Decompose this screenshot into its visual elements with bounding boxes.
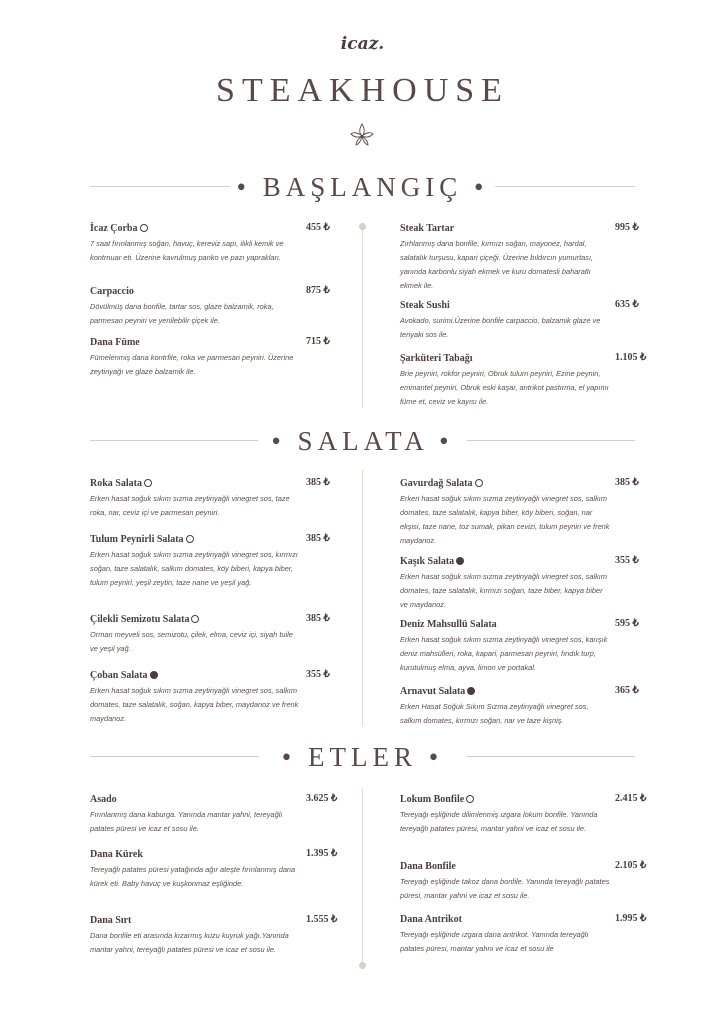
divider-dot [359, 962, 366, 969]
menu-item-name: Arnavut Salata [400, 686, 466, 697]
section-header-baslangic [90, 172, 635, 202]
menu-item-description: Avokado, surimi.Üzerine bonfile carpaccio, balzamik glaze ve teriyaki sos ile. [400, 316, 601, 339]
menu-item-price: 1.555 ₺ [306, 914, 338, 925]
menu-item-price: 385 ₺ [306, 477, 330, 488]
leaf-icon [150, 671, 158, 679]
menu-item-price: 875 ₺ [306, 285, 330, 296]
menu-item-name: Roka Salata [90, 478, 142, 489]
brand-logo: icaz. [340, 34, 385, 54]
menu-item-description: Tereyağı eşliğinde takoz dana bonfile. Yanında tereyağlı patates püresi, mantar yahni ve icaz et sosu ile. [400, 877, 610, 900]
menu-item-name: Çilekli Semizotu Salata [90, 614, 190, 625]
menu-item [400, 555, 610, 612]
menu-item-description: Erken hasat soğuk sıkım sızma zeytinyağlı vinegret sos, salkım domates, taze salatalık, soğan, kapya biber, maydanoz ve frenk maydanoz. [90, 686, 299, 723]
menu-item [400, 299, 610, 342]
menu-item-price: 1.105 ₺ [615, 352, 647, 363]
menu-item-description: Fırınlanmış dana kaburga. Yanında mantar yahni, tereyağlı patates püresi ve icaz et sosu ile. [90, 810, 283, 833]
menu-item-description: Zırhlanmış dana bonfile, kırmızı soğan, mayonez, hardal, salatalık turşusu, kapari çiçeği. Üzerine bıldırcın yumurtası, yanında karbonlu siyah ekmek ve kuru domatesli baharatlı ekmek ile. [400, 239, 594, 290]
menu-item-name: Dana Füme [90, 337, 140, 348]
menu-item-price: 635 ₺ [615, 299, 639, 310]
menu-item-name: İcaz Çorba [90, 223, 138, 234]
leaf-icon [191, 615, 199, 623]
menu-item [90, 793, 300, 836]
page-title: STEAKHOUSE [216, 72, 509, 109]
menu-item-name: Dana Antrikot [400, 914, 462, 925]
menu-item-name: Gavurdağ Salata [400, 478, 473, 489]
menu-item-name: Tulum Peynirli Salata [90, 534, 184, 545]
column-divider [362, 788, 363, 963]
section-header-etler [90, 742, 635, 772]
menu-item-description: Brie peyniri, rokfor peyniri, Obruk tulum peyniri, Ezine peyniri, emmantel peyniri, Obruk eski kaşar, antrikot pastırma, el yapımı füme et, ceviz ve kayısı ile. [400, 369, 609, 406]
menu-item [400, 860, 610, 903]
menu-item [90, 477, 300, 520]
menu-item-price: 1.395 ₺ [306, 848, 338, 859]
menu-item-name: Dana Bonfile [400, 861, 456, 872]
menu-item [400, 222, 610, 293]
leaf-icon [467, 687, 475, 695]
menu-item-price: 1.995 ₺ [615, 913, 647, 924]
menu-item [90, 669, 300, 726]
section-header-salata [90, 426, 635, 456]
menu-item-price: 385 ₺ [615, 477, 639, 488]
menu-item-description: Erken hasat soğuk sıkım sızma zeytinyağlı vinegret sos, karışık deniz mahsülleri, roka, kapari, parmesan peyniri, fındık turp, kurutulmuş elma, ayva, limon ve portakal. [400, 635, 608, 672]
chef-icon [466, 795, 474, 803]
flower-icon [347, 120, 377, 150]
menu-item [90, 533, 300, 590]
section-title: • ETLER • [281, 742, 444, 772]
menu-item [90, 285, 300, 328]
menu-item-price: 355 ₺ [306, 669, 330, 680]
menu-item-price: 595 ₺ [615, 618, 639, 629]
menu-item [400, 477, 610, 548]
menu-item-price: 715 ₺ [306, 336, 330, 347]
menu-item-description: Erken hasat soğuk sıkım sızma zeytinyağlı vinegret sos, taze roka, nar, ceviz içi ve parmesan peyniri. [90, 494, 290, 517]
menu-item-price: 385 ₺ [306, 613, 330, 624]
menu-item-description: Tereyağlı patates püresi yatağında ağır ateşte fırınlanmış dana kürek eti. Baby havuç ve kuşkonmaz eşliğinde. [90, 865, 296, 888]
menu-item-price: 355 ₺ [615, 555, 639, 566]
menu-item-description: Orman meyveli sos, semizotu, çilek, elma, ceviz içi, siyah tuile ve yeşil yağ. [90, 630, 293, 653]
menu-item-price: 3.625 ₺ [306, 793, 338, 804]
menu-item-price: 455 ₺ [306, 222, 330, 233]
menu-item-name: Dana Sırt [90, 915, 132, 926]
divider-dot [359, 223, 366, 230]
column-divider [362, 230, 363, 408]
menu-item-price: 365 ₺ [615, 685, 639, 696]
menu-item-name: Carpaccio [90, 286, 134, 297]
menu-item [400, 352, 610, 409]
menu-item-name: Asado [90, 794, 117, 805]
leaf-icon [475, 479, 483, 487]
menu-item [90, 613, 300, 656]
menu-item-price: 2.415 ₺ [615, 793, 647, 804]
column-divider [362, 470, 363, 726]
menu-item-name: Lokum Bonfile [400, 794, 465, 805]
menu-item-description: Erken hasat soğuk sıkım sızma zeytinyağlı vinegret sos, salkım domates, taze salatalık, kırmızı soğan, taze biber, kapya biber ve maydanoz. [400, 572, 608, 609]
menu-item-description: 7 saat fırınlanmış soğan, havuç, kereviz sapı, ilikli kemik ve kontrnuar eti. Üzerine kavrulmuş panko ve pazı yaprakları. [90, 239, 284, 262]
menu-item [90, 222, 300, 265]
menu-item-description: Tereyağı eşliğinde ızgara dana antrikot. Yanında tereyağlı patates püresi, mantar yahni ve icaz et sosu ile [400, 930, 589, 953]
section-title: • BAŞLANGIÇ • [236, 172, 489, 202]
menu-item-description: Tereyağı eşliğinde dilimlenmiş ızgara lokum bonfile. Yanında tereyağlı patates püresi, mantar yahni ve icaz et sosu ile. [400, 810, 598, 833]
menu-item-name: Çoban Salata [90, 670, 148, 681]
menu-item [90, 914, 300, 957]
menu-item-description: Dana bonfile eti arasında kızarmış kuzu kuyruk yağı.Yanında mantar yahni, tereyağlı patates püresi ve icaz et sosu ile. [90, 931, 289, 954]
menu-item-name: Kaşık Salata [400, 556, 455, 567]
menu-item [400, 793, 610, 836]
leaf-icon [144, 479, 152, 487]
menu-item-name: Steak Sushi [400, 300, 450, 311]
menu-item-name: Steak Tartar [400, 223, 455, 234]
bowl-icon [140, 224, 148, 232]
leaf-icon [186, 535, 194, 543]
menu-item-name: Şarküteri Tabağı [400, 353, 473, 364]
menu-item [400, 618, 610, 675]
menu-item-description: Erken Hasat Soğuk Sıkım Sızma zeytinyağlı vinegret sos, salkım domates, kırmızı soğan, nar ve taze kişniş. [400, 702, 589, 725]
menu-item-description: Dövülmüş dana bonfile, tartar sos, glaze balzamik, roka, parmesan peyniri ve yenilebilir çiçek ile. [90, 302, 274, 325]
menu-item-name: Dana Kürek [90, 849, 143, 860]
menu-item-description: Fümelenmiş dana kontrfile, roka ve parmesan peyniri. Üzerine zeytinyağı ve glaze balzamik ile. [90, 353, 294, 376]
menu-item-price: 995 ₺ [615, 222, 639, 233]
menu-item [400, 913, 610, 956]
menu-item [90, 336, 300, 379]
menu-item-description: Erken hasat soğuk sıkım sızma zeytinyağlı vinegret sos, salkım domates, taze salatalık, kapya biber, köy biberi, soğan, nar ekşisi, taze nane, toz sumak, pikan cevizi, tulum peyniri ve frenk maydanoz. [400, 494, 610, 545]
menu-item [90, 848, 300, 891]
menu-item-description: Erken hasat soğuk sıkım sızma zeytinyağlı vinegret sos, kırmızı soğan, taze salatalık, salkım domates, köy biberi, kapya biber, tulum peyniri, yeşil zeytin, taze nane ve yeşil yağ. [90, 550, 298, 587]
leaf-icon [456, 557, 464, 565]
menu-item-price: 2.105 ₺ [615, 860, 647, 871]
menu-item [400, 685, 610, 728]
section-title: • SALATA • [271, 426, 454, 456]
menu-item-price: 385 ₺ [306, 533, 330, 544]
menu-item-name: Deniz Mahsullü Salata [400, 619, 497, 630]
